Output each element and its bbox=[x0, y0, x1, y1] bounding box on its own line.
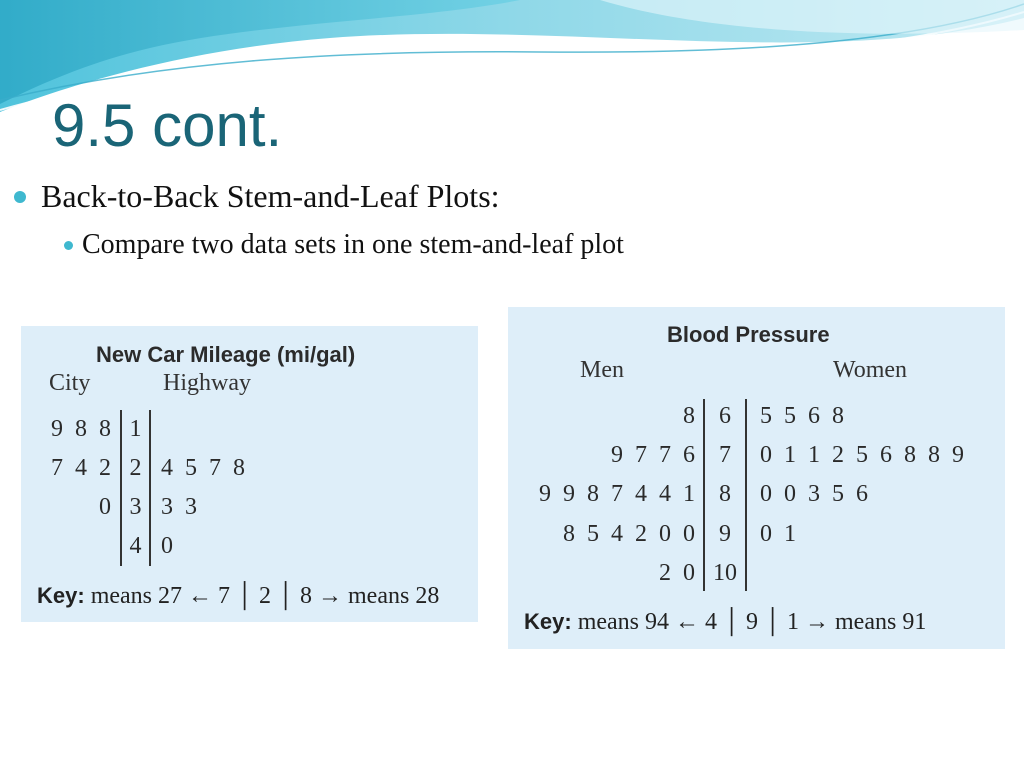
left-leaves: 9 8 8 bbox=[51, 416, 111, 442]
key-text: means 27 ← 7 │ 2 │ 8 → means 28 bbox=[90, 583, 440, 609]
right-leaves: 0 0 3 5 6 bbox=[760, 481, 868, 507]
left-leaves: 8 5 4 2 0 0 bbox=[563, 521, 695, 547]
bullet-level-2 bbox=[64, 229, 624, 261]
right-group-label: Women bbox=[833, 357, 908, 383]
left-leaves: 9 7 7 6 bbox=[611, 442, 695, 468]
left-leaves: 8 bbox=[683, 403, 695, 429]
stem: 3 bbox=[129, 494, 142, 520]
stem: 2 bbox=[129, 455, 142, 481]
bullet-text: Back-to-Back Stem-and-Leaf Plots: bbox=[41, 178, 500, 214]
bullet-dot-icon bbox=[64, 241, 73, 250]
left-leaves: 2 0 bbox=[659, 560, 695, 586]
bullet-text: Compare two data sets in one stem-and-leaf plot bbox=[82, 229, 624, 260]
left-group-label: City bbox=[49, 370, 91, 396]
left-leaves: 7 4 2 bbox=[51, 455, 111, 481]
stem: 6 bbox=[719, 403, 731, 429]
slide-title: 9.5 cont. bbox=[52, 92, 283, 159]
stem: 1 bbox=[129, 416, 142, 442]
plot-key bbox=[524, 609, 926, 636]
left-leaves: 9 9 8 7 4 4 1 bbox=[539, 481, 695, 507]
right-leaves: 0 bbox=[161, 533, 173, 559]
stem: 10 bbox=[713, 560, 737, 586]
mileage-stem-leaf-plot bbox=[21, 326, 478, 622]
bullet-level-1 bbox=[14, 178, 500, 215]
stem: 9 bbox=[719, 521, 731, 547]
right-leaves: 0 1 1 2 5 6 8 8 9 bbox=[760, 442, 964, 468]
blood-pressure-stem-leaf-plot bbox=[508, 307, 1005, 649]
right-leaves: 4 5 7 8 bbox=[161, 455, 245, 481]
divider-line-right bbox=[745, 399, 747, 591]
stem: 7 bbox=[719, 442, 731, 468]
bullet-dot-icon bbox=[14, 191, 26, 203]
key-label: Key: bbox=[524, 609, 572, 634]
left-leaves: 0 bbox=[99, 494, 111, 520]
key-text: means 94 ← 4 │ 9 │ 1 → means 91 bbox=[577, 609, 927, 635]
stem: 4 bbox=[129, 533, 142, 559]
divider-line-right bbox=[149, 410, 151, 566]
stem: 8 bbox=[719, 481, 731, 507]
right-leaves: 3 3 bbox=[161, 494, 197, 520]
plot-key bbox=[37, 583, 439, 610]
left-group-label: Men bbox=[580, 357, 624, 383]
right-leaves: 5 5 6 8 bbox=[760, 403, 844, 429]
plot-title: Blood Pressure bbox=[667, 322, 830, 347]
right-leaves: 0 1 bbox=[760, 521, 796, 547]
plot-title: New Car Mileage (mi/gal) bbox=[96, 342, 356, 367]
key-label: Key: bbox=[37, 583, 85, 608]
right-group-label: Highway bbox=[163, 370, 251, 396]
